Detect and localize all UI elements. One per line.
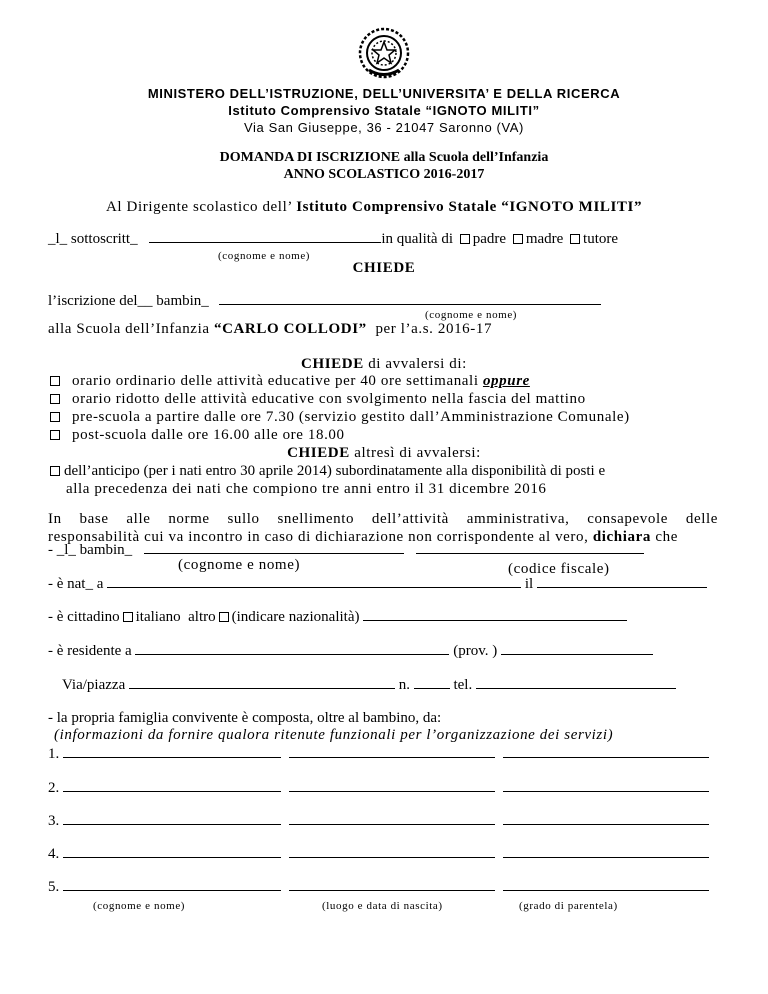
family-name-field[interactable]: [63, 856, 281, 858]
family-degree-field[interactable]: [503, 856, 709, 858]
family-row: 1.: [48, 746, 709, 763]
family-row: 4.: [48, 846, 709, 863]
school-year: ANNO SCOLASTICO 2016-2017: [283, 167, 485, 182]
option-row: orario ridotto delle attività educative con svolgimento nella fascia del mattino: [50, 391, 586, 408]
anticipo-line2: alla precedenza dei nati che compiono tre anni entro il 31 dicembre 2016: [66, 481, 547, 497]
child-fullname-field[interactable]: [144, 552, 404, 554]
family-note: (informazioni da fornire qualora ritenute funzionali per l’organizzazione dei servizi): [54, 727, 614, 743]
addressee: Al Dirigente scolastico dell’ Istituto Comprensivo Statale “IGNOTO MILITI”: [106, 199, 643, 215]
province-field[interactable]: [501, 653, 653, 655]
family-birth-hint: (luogo e data di nascita): [322, 900, 443, 912]
birthplace-field[interactable]: [107, 586, 521, 588]
option-row: post-scuola dalle ore 16.00 alle ore 18.00: [50, 427, 345, 444]
school-address: Via San Giuseppe, 36 - 21047 Saronno (VA): [244, 120, 524, 135]
applicant-row: _l_ sottoscritt_ in qualità di padre madre tutore: [48, 231, 619, 247]
child-name-field[interactable]: [219, 303, 601, 305]
option-checkbox[interactable]: [50, 394, 60, 404]
child-row: - _l_ bambin_: [48, 542, 644, 559]
form-title: DOMANDA DI ISCRIZIONE alla Scuola dell’Infanzia: [219, 150, 549, 165]
madre-checkbox[interactable]: [513, 234, 523, 244]
child-name-hint-2: (cognome e nome): [178, 557, 301, 573]
street-row: Via/piazza n. tel.: [62, 677, 676, 694]
street-number-field[interactable]: [414, 687, 450, 689]
option-checkbox[interactable]: [50, 430, 60, 440]
family-name-field[interactable]: [63, 790, 281, 792]
option-checkbox[interactable]: [50, 412, 60, 422]
family-name-hint: (cognome e nome): [93, 900, 186, 912]
family-birth-field[interactable]: [289, 856, 495, 858]
applicant-name-hint: (cognome e nome): [218, 250, 311, 262]
residence-city-field[interactable]: [135, 653, 449, 655]
family-row: 5.: [48, 879, 709, 896]
birth-row: - è nat_ a il: [48, 576, 707, 593]
family-intro: - la propria famiglia convivente è composta, oltre al bambino, da:: [48, 710, 442, 726]
family-birth-field[interactable]: [289, 823, 495, 825]
chiede-heading: CHIEDE: [352, 260, 416, 276]
codice-fiscale-hint: (codice fiscale): [508, 561, 610, 577]
family-birth-field[interactable]: [289, 790, 495, 792]
tutore-checkbox[interactable]: [570, 234, 580, 244]
street-field[interactable]: [129, 687, 395, 689]
school-name: Istituto Comprensivo Statale “IGNOTO MILITI”: [228, 103, 540, 118]
italiano-checkbox[interactable]: [123, 612, 133, 622]
declaration-line2: responsabilità cui va incontro in caso di dichiarazione non corrispondente al vero, dichiara che: [48, 529, 678, 545]
family-degree-field[interactable]: [503, 756, 709, 758]
option-checkbox[interactable]: [50, 376, 60, 386]
family-degree-field[interactable]: [503, 823, 709, 825]
nationality-field[interactable]: [363, 619, 627, 621]
school-choice: alla Scuola dell’Infanzia “CARLO COLLODI” per l’a.s. 2016-17: [48, 321, 493, 337]
phone-field[interactable]: [476, 687, 676, 689]
family-degree-field[interactable]: [503, 790, 709, 792]
codice-fiscale-field[interactable]: [416, 552, 644, 554]
anticipo-checkbox[interactable]: [50, 466, 60, 476]
citizenship-row: - è cittadino italiano altro (indicare nazionalità): [48, 609, 627, 626]
enrollment-row: l’iscrizione del__ bambin_: [48, 293, 601, 310]
family-birth-field[interactable]: [289, 889, 495, 891]
family-row: 3.: [48, 813, 709, 830]
altro-checkbox[interactable]: [219, 612, 229, 622]
options-heading-2: CHIEDE altresì di avvalersi:: [287, 445, 481, 461]
family-birth-field[interactable]: [289, 756, 495, 758]
family-degree-field[interactable]: [503, 889, 709, 891]
family-name-field[interactable]: [63, 823, 281, 825]
option-row: orario ordinario delle attività educative per 40 ore settimanali oppure: [50, 373, 530, 390]
anticipo-row: dell’anticipo (per i nati entro 30 aprile 2014) subordinatamente alla disponibilità di posti e: [50, 463, 605, 480]
italian-republic-emblem: [355, 23, 413, 81]
child-name-hint: (cognome e nome): [425, 309, 518, 321]
option-row: pre-scuola a partire dalle ore 7.30 (servizio gestito dall’Amministrazione Comunale): [50, 409, 630, 426]
residence-row: - è residente a (prov. ): [48, 643, 653, 660]
family-degree-hint: (grado di parentela): [519, 900, 618, 912]
family-name-field[interactable]: [63, 756, 281, 758]
padre-checkbox[interactable]: [460, 234, 470, 244]
birthdate-field[interactable]: [537, 586, 707, 588]
family-name-field[interactable]: [63, 889, 281, 891]
ministry-title: MINISTERO DELL’ISTRUZIONE, DELL’UNIVERSITA’ E DELLA RICERCA: [147, 86, 621, 101]
family-row: 2.: [48, 780, 709, 797]
applicant-name-field[interactable]: [149, 241, 381, 243]
options-heading: CHIEDE di avvalersi di:: [301, 356, 467, 372]
declaration-line1: In base alle norme sullo snellimento dell’attività amministrativa, consapevole delle: [48, 511, 718, 527]
